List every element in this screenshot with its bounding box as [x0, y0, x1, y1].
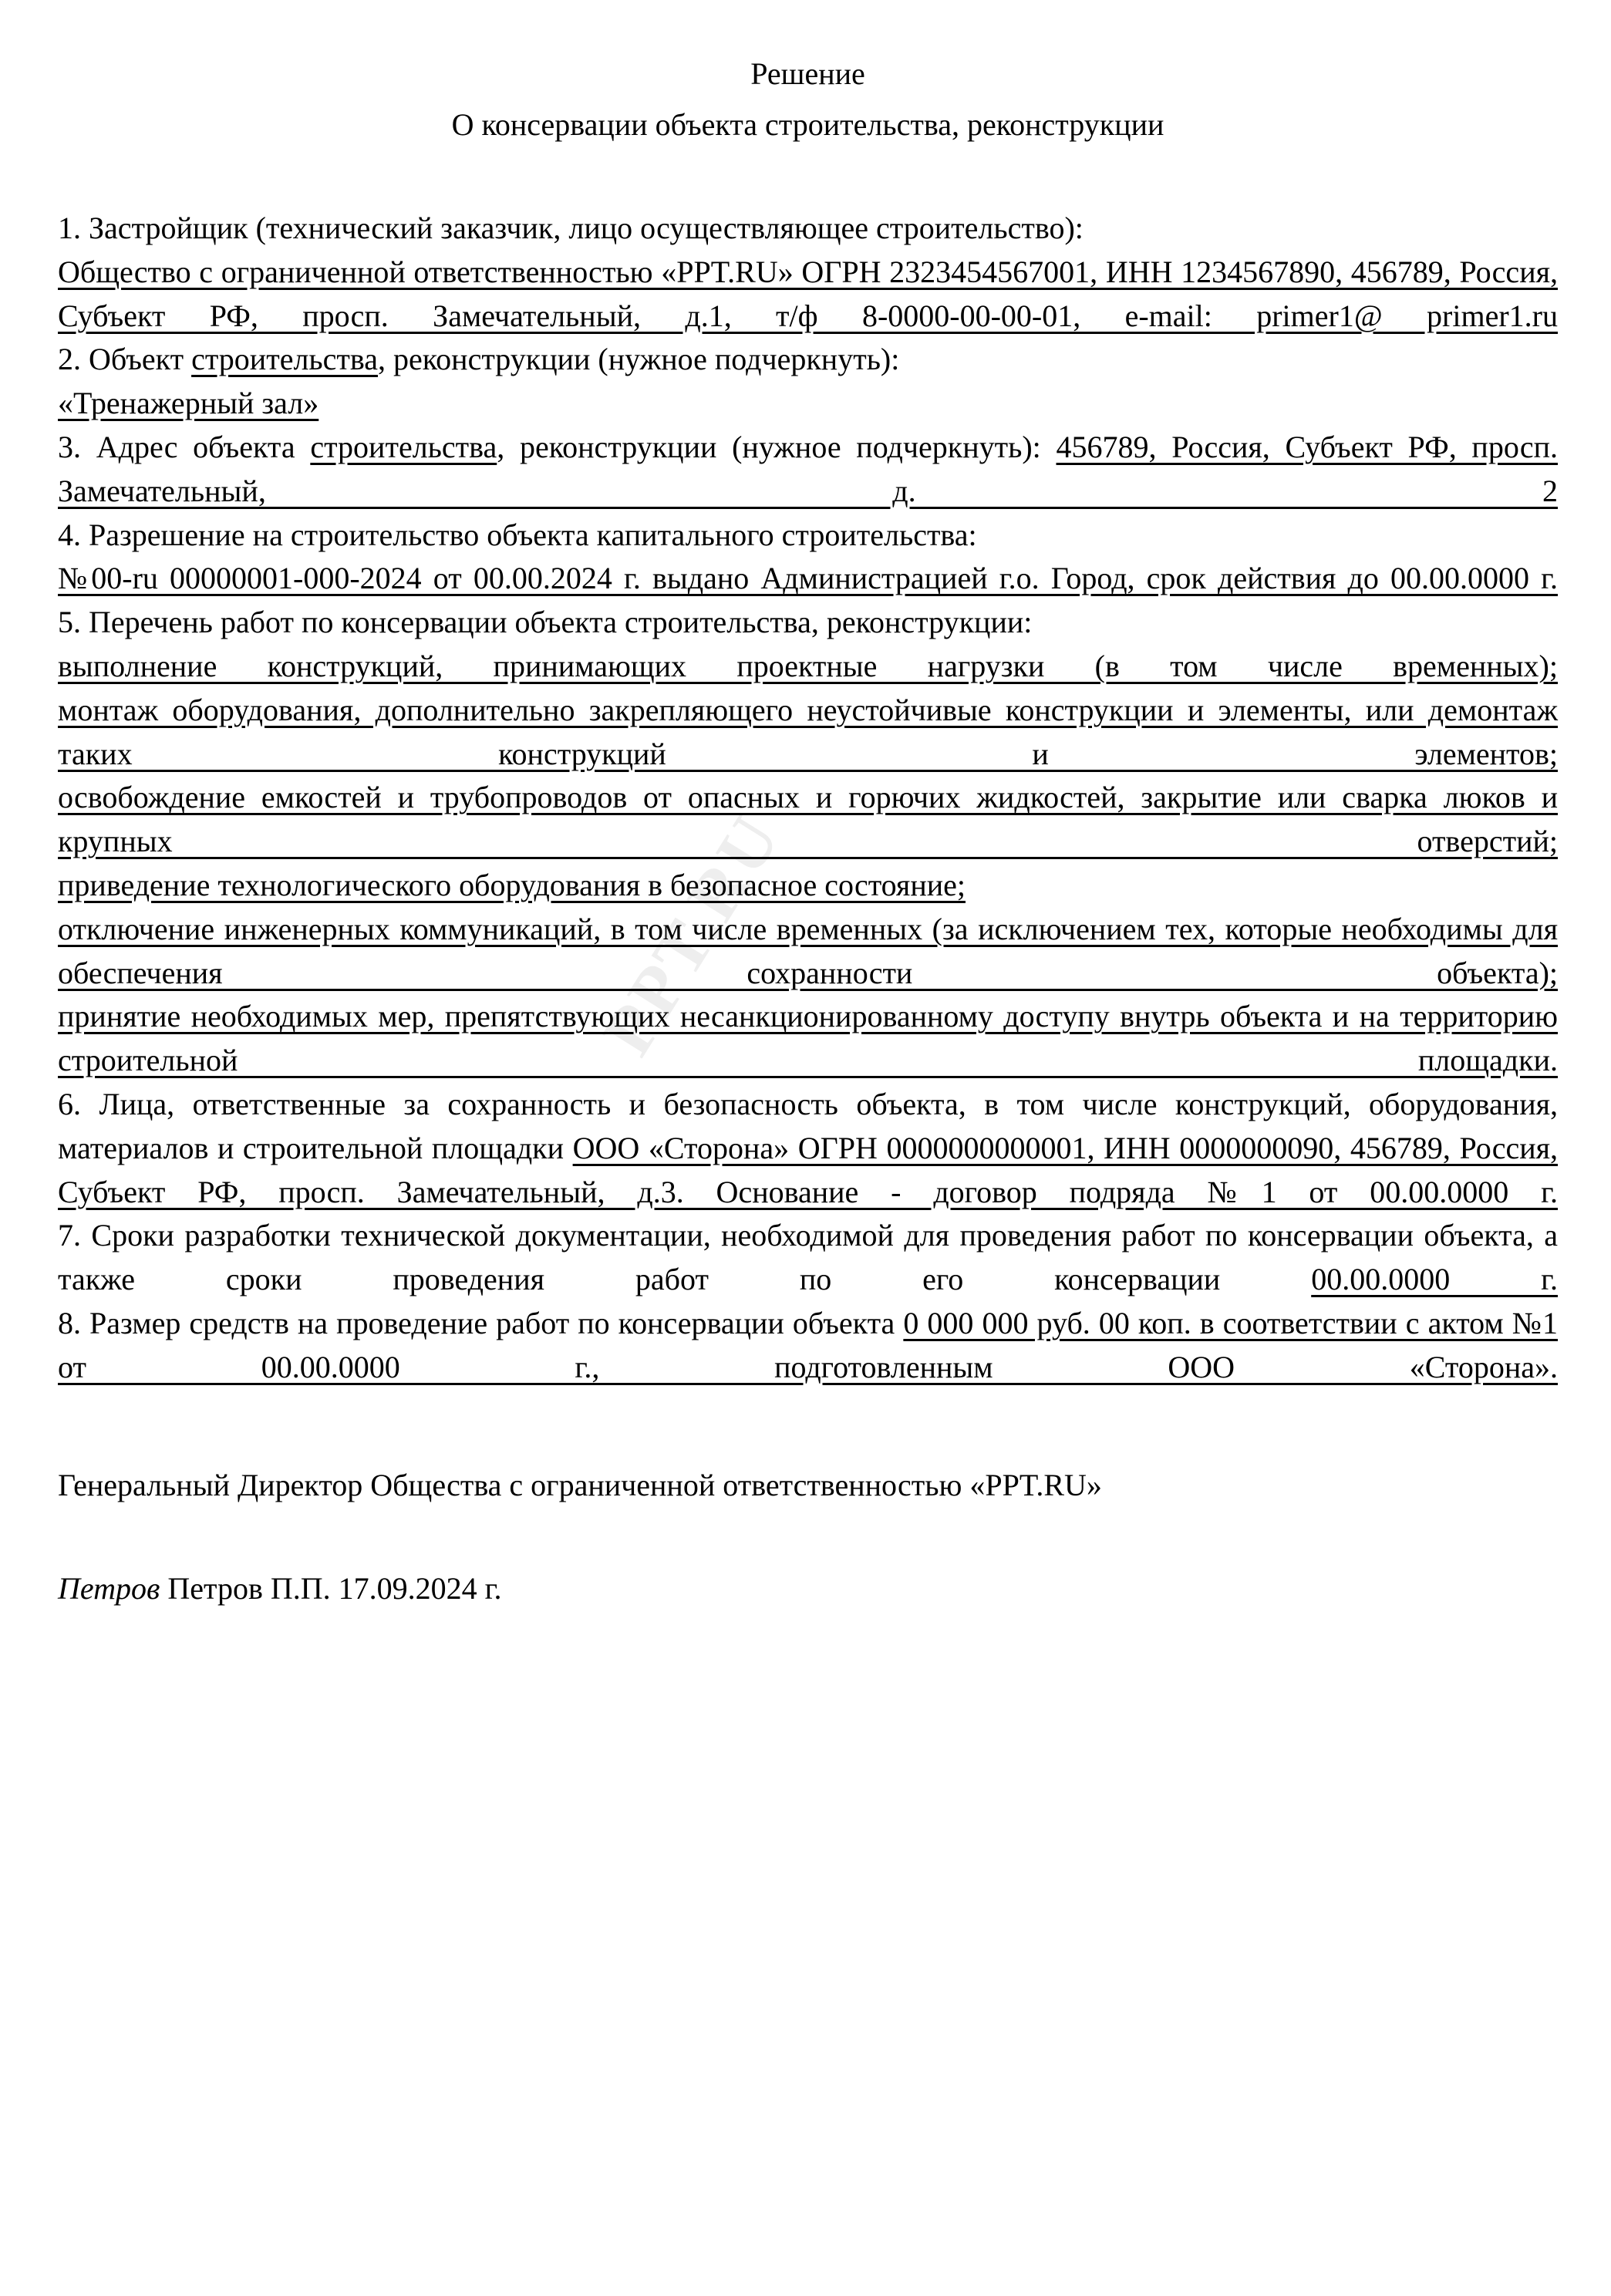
- section-3-heading: [58, 426, 1558, 514]
- section-5-work-item: [58, 645, 1558, 689]
- section-1-value: [58, 251, 1558, 339]
- signatory-name-and-date: Петров П.П. 17.09.2024 г.: [160, 1571, 502, 1607]
- section-2-value: [58, 382, 1558, 426]
- section-2-underlined-value: «Тренажерный зал»: [58, 386, 319, 421]
- section-2-heading: [58, 338, 1558, 382]
- section-3-heading-prefix: 3. Адрес объекта: [58, 429, 311, 464]
- section-5-work-item-text: монтаж оборудования, дополнительно закрепляющего неустойчивые конструкции и элементы, или демонтаж таких конструкций и элементов;: [58, 692, 1558, 771]
- section-8-underlined-value: 0 000 000 руб. 00 коп. в соответствии с актом №1 от 00.00.0000 г., подготовленным ООО «Сторона».: [58, 1305, 1558, 1384]
- signatory-role: Генеральный Директор Общества с ограниченной ответственностью «PPT.RU»: [58, 1467, 1102, 1502]
- section-1-heading: 1. Застройщик (технический заказчик, лицо осуществляющее строительство):: [58, 211, 1084, 245]
- section-4-underlined-value: №00-ru 00000001-000-2024 от 00.00.2024 г. выдано Администрацией г.о. Город, срок действия до 00.00.0000 г.: [58, 561, 1558, 596]
- section-2-heading-prefix: 2. Объект: [58, 342, 192, 377]
- section-3-underlined-value: 456789, Россия, Субъект РФ, просп. Замечательный, д. 2: [58, 429, 1558, 508]
- section-5-work-item: [58, 689, 1558, 777]
- document-subtitle: О консервации объекта строительства, реконструкции: [451, 107, 1164, 142]
- section-5-work-item-text: приведение технологического оборудования в безопасное состояние;: [58, 867, 966, 902]
- section-6: [58, 1083, 1558, 1214]
- section-5-work-item: [58, 864, 1558, 908]
- document-body: [58, 207, 1558, 1390]
- section-4-heading: 4. Разрешение на строительство объекта капитального строительства:: [58, 517, 977, 552]
- section-3-heading-underlined: строительства: [310, 429, 497, 464]
- section-1-underlined-value: Общество с ограниченной ответственностью «PPT.RU» ОГРН 2323454567001, ИНН 1234567890, 456789, Россия, Субъект РФ, просп. Замечательный, д.1, т/ф 8-0000-00-00-01, e-mail: primer1@ primer1.ru: [58, 254, 1558, 333]
- section-8-heading-prefix: 8. Размер средств на проведение работ по консервации объекта: [58, 1305, 904, 1340]
- section-7-heading-prefix: 7. Сроки разработки технической документации, необходимой для проведения работ по консервации объекта, а также сроки проведения работ по его консервации: [58, 1218, 1558, 1297]
- signature-row: [58, 1567, 1558, 1611]
- handwritten-signature: Петров: [58, 1571, 160, 1607]
- section-7: [58, 1214, 1558, 1302]
- section-8: [58, 1302, 1558, 1390]
- section-5-heading: 5. Перечень работ по консервации объекта строительства, реконструкции:: [58, 605, 1033, 640]
- ppt-ru-watermark: PPT.RU: [587, 799, 796, 1069]
- section-5-work-item-text: выполнение конструкций, принимающих проектные нагрузки (в том числе временных);: [58, 648, 1558, 683]
- section-5-work-item-text: принятие необходимых мер, препятствующих несанкционированному доступу внутрь объекта и на территорию строительной площадки.: [58, 999, 1558, 1078]
- section-6-heading-prefix: 6. Лица, ответственные за сохранность и безопасность объекта, в том числе конструкций, оборудования, материалов и строительной площадки: [58, 1086, 1558, 1165]
- section-4-value: [58, 557, 1558, 601]
- document-title: Решение: [750, 56, 865, 91]
- title-block: [58, 0, 1558, 145]
- section-5-work-item: [58, 776, 1558, 864]
- section-2-heading-suffix: , реконструкции (нужное подчеркнуть):: [378, 342, 900, 377]
- section-2-heading-underlined: строительства: [191, 342, 378, 377]
- section-7-underlined-value: 00.00.0000 г.: [1311, 1262, 1558, 1297]
- section-5-work-item-text: освобождение емкостей и трубопроводов от опасных и горючих жидкостей, закрытие или сварка люков и крупных отверстий;: [58, 780, 1558, 859]
- signature-spacer: [58, 1507, 1558, 1567]
- section-5-work-item-text: отключение инженерных коммуникаций, в том числе временных (за исключением тех, которые необходимы для обеспечения сохранности объекта);: [58, 911, 1558, 990]
- section-3-heading-suffix: , реконструкции (нужное подчеркнуть):: [497, 429, 1057, 464]
- section-5-work-item: [58, 995, 1558, 1083]
- section-5-work-item: [58, 908, 1558, 996]
- section-6-underlined-value: ООО «Сторона» ОГРН 0000000000001, ИНН 0000000090, 456789, Россия, Субъект РФ, просп. Замечательный, д.3. Основание - договор подряда №1 от 00.00.0000 г.: [58, 1130, 1559, 1209]
- document-content: [58, 0, 1558, 1611]
- signature-block: [58, 1464, 1558, 1612]
